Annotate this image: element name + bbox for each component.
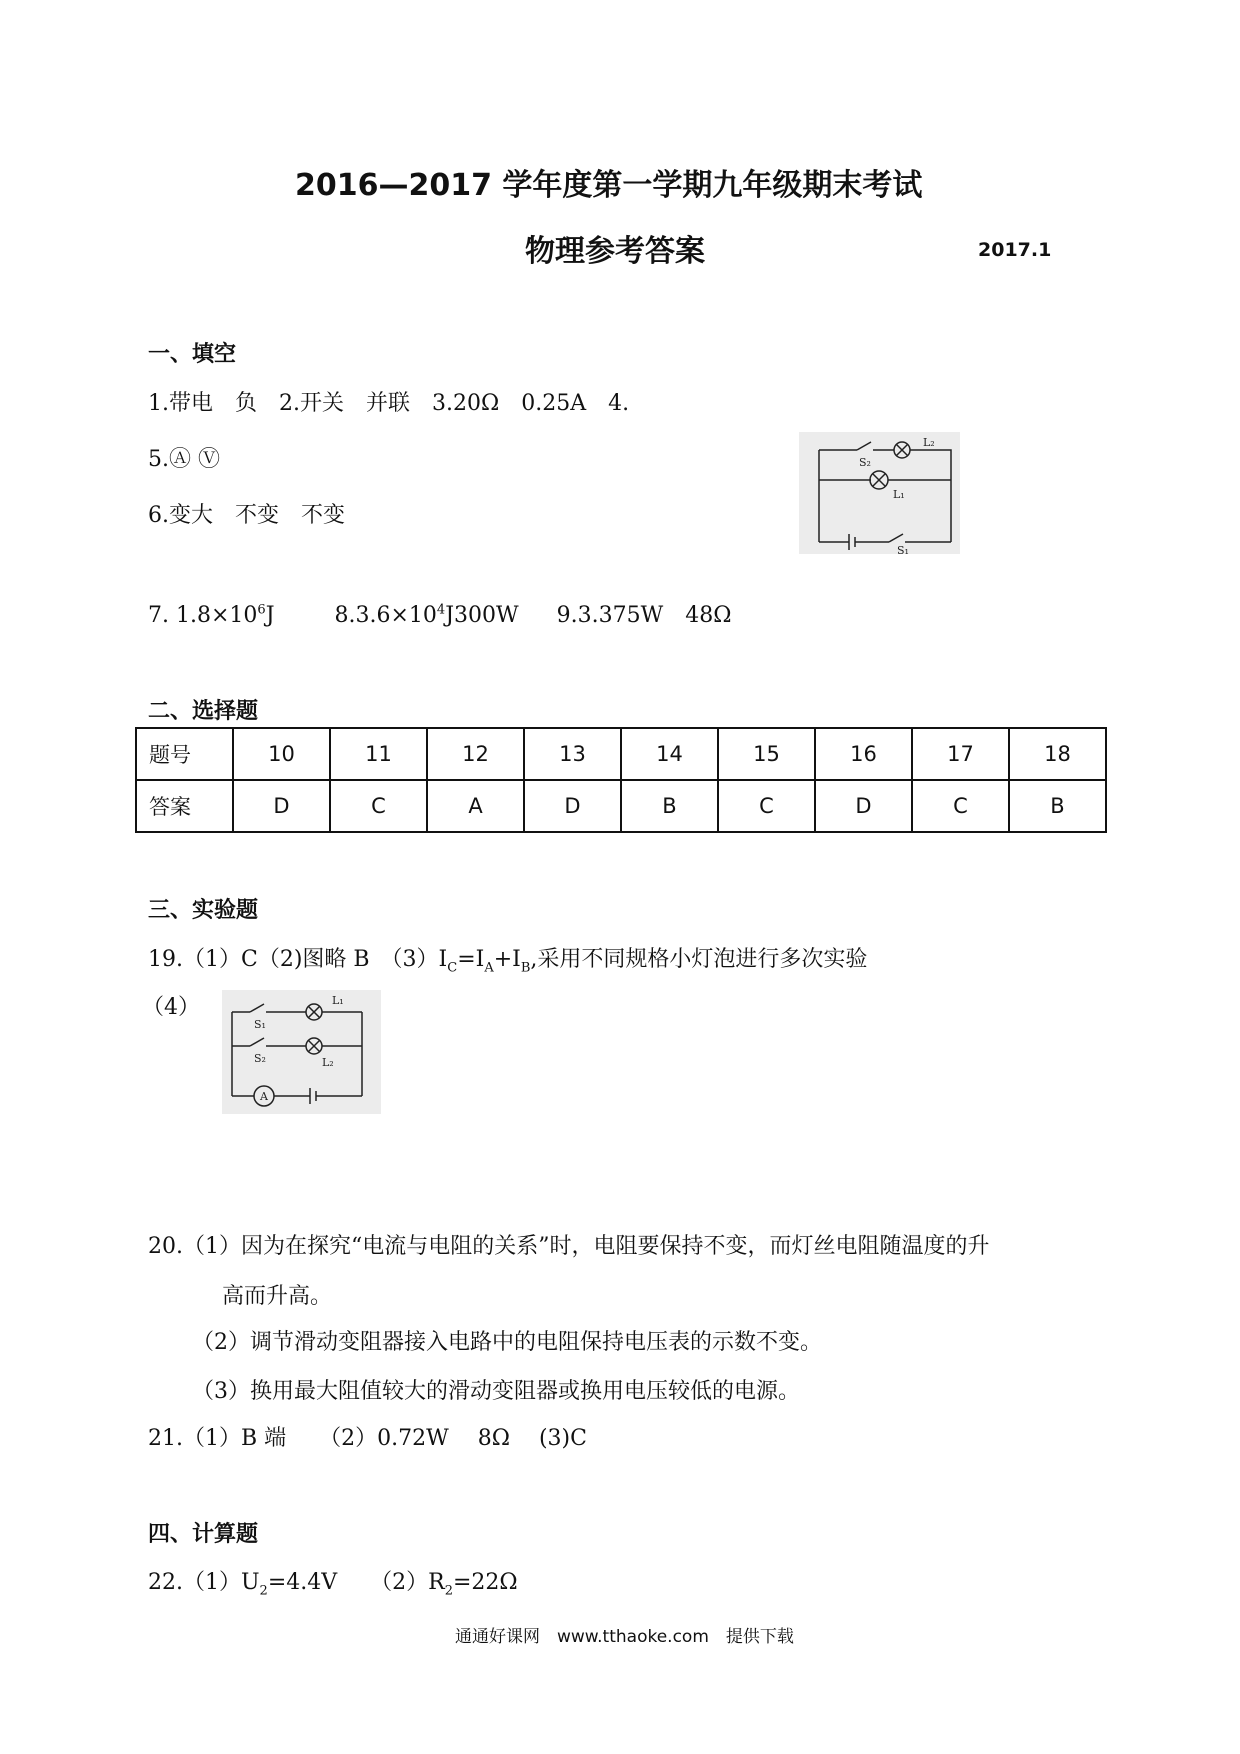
answer-q5: 5.Ⓐ Ⓥ xyxy=(148,447,220,472)
answer-cell: C xyxy=(718,780,815,832)
q22-part1: 22.（1）U xyxy=(148,1570,260,1595)
question-number: 14 xyxy=(621,728,718,780)
row-label-number: 题号 xyxy=(136,728,233,780)
answer-table xyxy=(135,727,1107,833)
answer-q20-2: （2）调节滑动变阻器接入电路中的电阻保持电压表的示数不变。 xyxy=(192,1330,822,1355)
answer-q20-1a: 20.（1）因为在探究“电流与电阻的关系”时，电阻要保持不变，而灯丝电阻随温度的升 xyxy=(148,1234,990,1259)
question-number: 12 xyxy=(427,728,524,780)
answer-cell: C xyxy=(330,780,427,832)
question-number: 15 xyxy=(718,728,815,780)
subscript: 2 xyxy=(259,1583,268,1599)
answer-q7: 7. 1.8×10 xyxy=(148,603,258,628)
answer-cell: A xyxy=(427,780,524,832)
answer-q9: 9.3.375W 48Ω xyxy=(556,603,732,628)
answer-q21: 21.（1）B 端 （2）0.72W 8Ω (3)C xyxy=(148,1426,587,1451)
section-heading-fill-in: 一、填空 xyxy=(148,342,237,367)
circuit-1-svg xyxy=(799,432,960,554)
subscript: 2 xyxy=(444,1583,453,1599)
exponent: 4 xyxy=(436,602,446,618)
q19-plus: +I xyxy=(493,947,521,972)
q19-eq: =I xyxy=(457,947,485,972)
answer-q22 xyxy=(148,1565,518,1598)
exam-date: 2017.1 xyxy=(978,239,1052,261)
switch-s2-label: S₂ xyxy=(254,1052,266,1065)
answer-cell: D xyxy=(524,780,621,832)
q19-part2: ,采用不同规格小灯泡进行多次实验 xyxy=(530,947,868,972)
answer-q20-3: （3）换用最大阻值较大的滑动变阻器或换用电压较低的电源。 xyxy=(192,1379,800,1404)
answer-cell: D xyxy=(233,780,330,832)
subscript: C xyxy=(447,960,458,976)
answer-cell: B xyxy=(621,780,718,832)
footer-source: 通通好课网 www.tthaoke.com 提供下载 xyxy=(455,1627,794,1647)
section-heading-choice: 二、选择题 xyxy=(148,699,259,724)
circuit-diagram-2 xyxy=(222,990,381,1114)
circuit-2-svg xyxy=(222,990,381,1114)
exponent: 6 xyxy=(257,602,266,618)
table-row xyxy=(136,728,1106,780)
answer-cell: C xyxy=(912,780,1009,832)
answer-q8-rest: J300W xyxy=(445,603,519,628)
section-heading-calculation: 四、计算题 xyxy=(148,1522,259,1547)
question-number: 11 xyxy=(330,728,427,780)
unit: J xyxy=(265,603,275,628)
answer-q19-4: （4） xyxy=(142,995,200,1020)
ammeter-label: A xyxy=(260,1090,268,1103)
answer-q1-4: 1.带电 负 2.开关 并联 3.20Ω 0.25A 4. xyxy=(148,391,630,416)
switch-s1-label: S₁ xyxy=(897,544,909,554)
section-heading-experiment: 三、实验题 xyxy=(148,898,259,923)
table-row xyxy=(136,780,1106,832)
subscript: B xyxy=(520,960,531,976)
question-number: 10 xyxy=(233,728,330,780)
page-title: 2016—2017 学年度第一学期九年级期末考试 xyxy=(295,168,923,203)
switch-s2-label: S₂ xyxy=(859,456,871,469)
answer-cell: D xyxy=(815,780,912,832)
answer-q19 xyxy=(148,942,867,975)
answer-q7-9 xyxy=(148,598,731,629)
question-number: 13 xyxy=(524,728,621,780)
subscript: A xyxy=(484,960,494,976)
q22-part3: =22Ω xyxy=(452,1570,518,1595)
answer-q20-1b: 高而升高。 xyxy=(222,1284,333,1309)
circuit-diagram-1 xyxy=(799,432,960,554)
question-number: 17 xyxy=(912,728,1009,780)
answer-q8: 8.3.6×10 xyxy=(334,603,437,628)
switch-s1-label: S₁ xyxy=(254,1018,266,1031)
q22-part2: =4.4V （2）R xyxy=(267,1570,445,1595)
answer-q6: 6.变大 不变 不变 xyxy=(148,503,345,528)
page-subtitle: 物理参考答案 xyxy=(525,234,705,269)
question-number: 16 xyxy=(815,728,912,780)
lamp-l2-label: L₂ xyxy=(322,1056,334,1069)
lamp-l2-label: L₂ xyxy=(923,436,935,449)
lamp-l1-label: L₁ xyxy=(332,994,344,1007)
answer-cell: B xyxy=(1009,780,1106,832)
lamp-l1-label: L₁ xyxy=(893,488,905,501)
row-label-answer: 答案 xyxy=(136,780,233,832)
q19-part1: 19.（1）C（2)图略 B （3）I xyxy=(148,947,448,972)
question-number: 18 xyxy=(1009,728,1106,780)
